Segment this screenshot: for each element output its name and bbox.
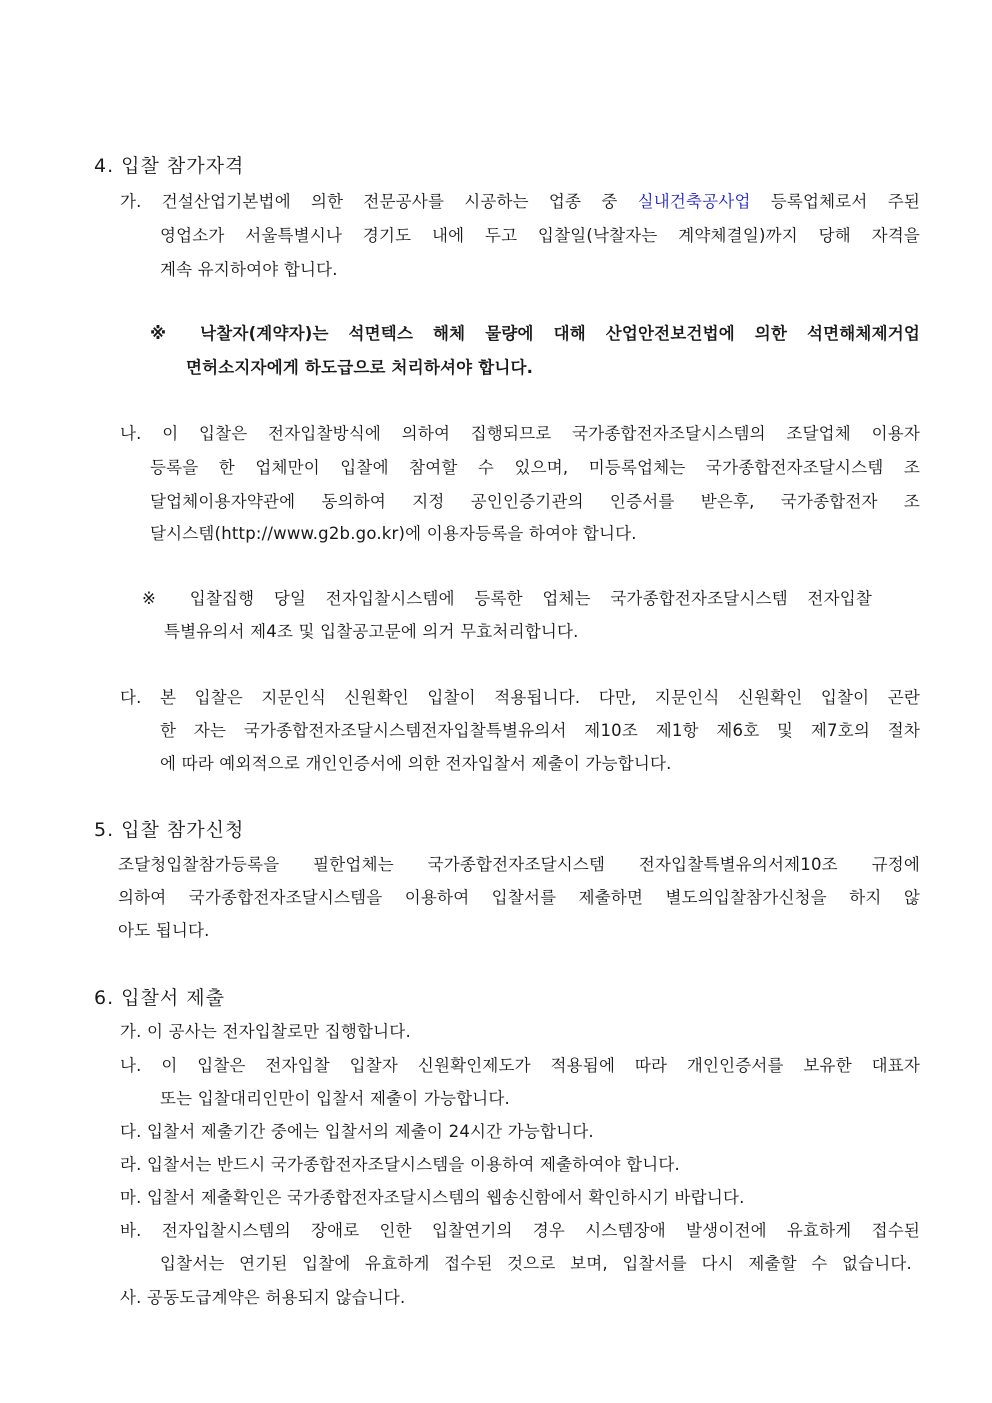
- section-6-item-ba-line1: 바. 전자입찰시스템의 장애로 인한 입찰연기의 경우 시스템장애 발생이전에 유효하게 접수된: [120, 1221, 920, 1240]
- section-6-item-na-line1: 나. 이 입찰은 전자입찰 입찰자 신원확인제도가 적용됨에 따라 개인인증서를 보유한 대표자: [120, 1056, 920, 1075]
- section-6-item-na-line2: 또는 입찰대리인만이 입찰서 제출이 가능합니다.: [160, 1089, 511, 1108]
- item-ga-text-pre: 가. 건설산업기본법에 의한 전문공사를 시공하는 업종 중: [120, 192, 638, 211]
- section-5-line3: 아도 됩니다.: [118, 921, 210, 940]
- section-6-item-da: 다. 입찰서 제출기간 중에는 입찰서의 제출이 24시간 가능합니다.: [120, 1122, 594, 1141]
- section-4-item-da-line3: 에 따라 예외적으로 개인인증서에 의한 전자입찰서 제출이 가능합니다.: [160, 754, 672, 773]
- section-4-item-na-line3: 달업체이용자약관에 동의하여 지정 공인인증기관의 인증서를 받은후, 국가종합전자 조: [150, 492, 920, 511]
- section-6-item-ma: 마. 입찰서 제출확인은 국가종합전자조달시스템의 웹송신함에서 확인하시기 바랍니다.: [120, 1188, 745, 1207]
- section-4-item-da-line1: 다. 본 입찰은 지문인식 신원확인 입찰이 적용됩니다. 다만, 지문인식 신원확인 입찰이 곤란: [120, 688, 920, 707]
- section-4-title: 4. 입찰 참가자격: [94, 155, 245, 177]
- item-ga-text-post: 등록업체로서 주된: [750, 192, 920, 211]
- section-5-title: 5. 입찰 참가신청: [94, 819, 245, 841]
- section-4-item-na-line4: 달시스템(http://www.g2b.go.kr)에 이용자등록을 하여야 합니다.: [150, 524, 637, 543]
- section-4-item-ga-line2: 영업소가 서울특별시나 경기도 내에 두고 입찰일(낙찰자는 계약체결일)까지 당해 자격을: [160, 226, 920, 245]
- section-6-item-sa: 사. 공동도급계약은 허용되지 않습니다.: [120, 1288, 406, 1307]
- section-5-line1: 조달청입찰참가등록을 필한업체는 국가종합전자조달시스템 전자입찰특별유의서제10조 규정에: [118, 855, 920, 874]
- section-6-item-ga: 가. 이 공사는 전자입찰로만 집행합니다.: [120, 1022, 411, 1041]
- section-6-title: 6. 입찰서 제출: [94, 987, 225, 1009]
- note-invalid-bid-line1: ※ 입찰집행 당일 전자입찰시스템에 등록한 업체는 국가종합전자조달시스템 전자입찰: [142, 589, 872, 608]
- section-6-item-ra: 라. 입찰서는 반드시 국가종합전자조달시스템을 이용하여 제출하여야 합니다.: [120, 1155, 681, 1174]
- note-invalid-bid-line2: 특별유의서 제4조 및 입찰공고문에 의거 무효처리합니다.: [164, 622, 579, 641]
- note-asbestos-line2: 면허소지자에게 하도급으로 처리하셔야 합니다.: [186, 358, 534, 377]
- note-asbestos-line1: ※ 낙찰자(계약자)는 석면텍스 해체 물량에 대해 산업안전보건법에 의한 석면해체제거업: [150, 324, 920, 343]
- highlighted-business-type: 실내건축공사업: [637, 192, 751, 211]
- section-4-item-na-line2: 등록을 한 업체만이 입찰에 참여할 수 있으며, 미등록업체는 국가종합전자조달시스템 조: [150, 458, 920, 477]
- section-6-item-ba-line2: 입찰서는 연기된 입찰에 유효하게 접수된 것으로 보며, 입찰서를 다시 제출할 수 없습니다.: [160, 1254, 912, 1273]
- section-4-item-da-line2: 한 자는 국가종합전자조달시스템전자입찰특별유의서 제10조 제1항 제6호 및 제7호의 절차: [160, 721, 920, 740]
- section-4-item-na-line1: 나. 이 입찰은 전자입찰방식에 의하여 집행되므로 국가종합전자조달시스템의 조달업체 이용자: [120, 424, 920, 443]
- section-4-item-ga-line1: [120, 190, 920, 214]
- section-5-line2: 의하여 국가종합전자조달시스템을 이용하여 입찰서를 제출하면 별도의입찰참가신청을 하지 않: [118, 888, 920, 907]
- section-4-item-ga-line3: 계속 유지하여야 합니다.: [160, 260, 338, 279]
